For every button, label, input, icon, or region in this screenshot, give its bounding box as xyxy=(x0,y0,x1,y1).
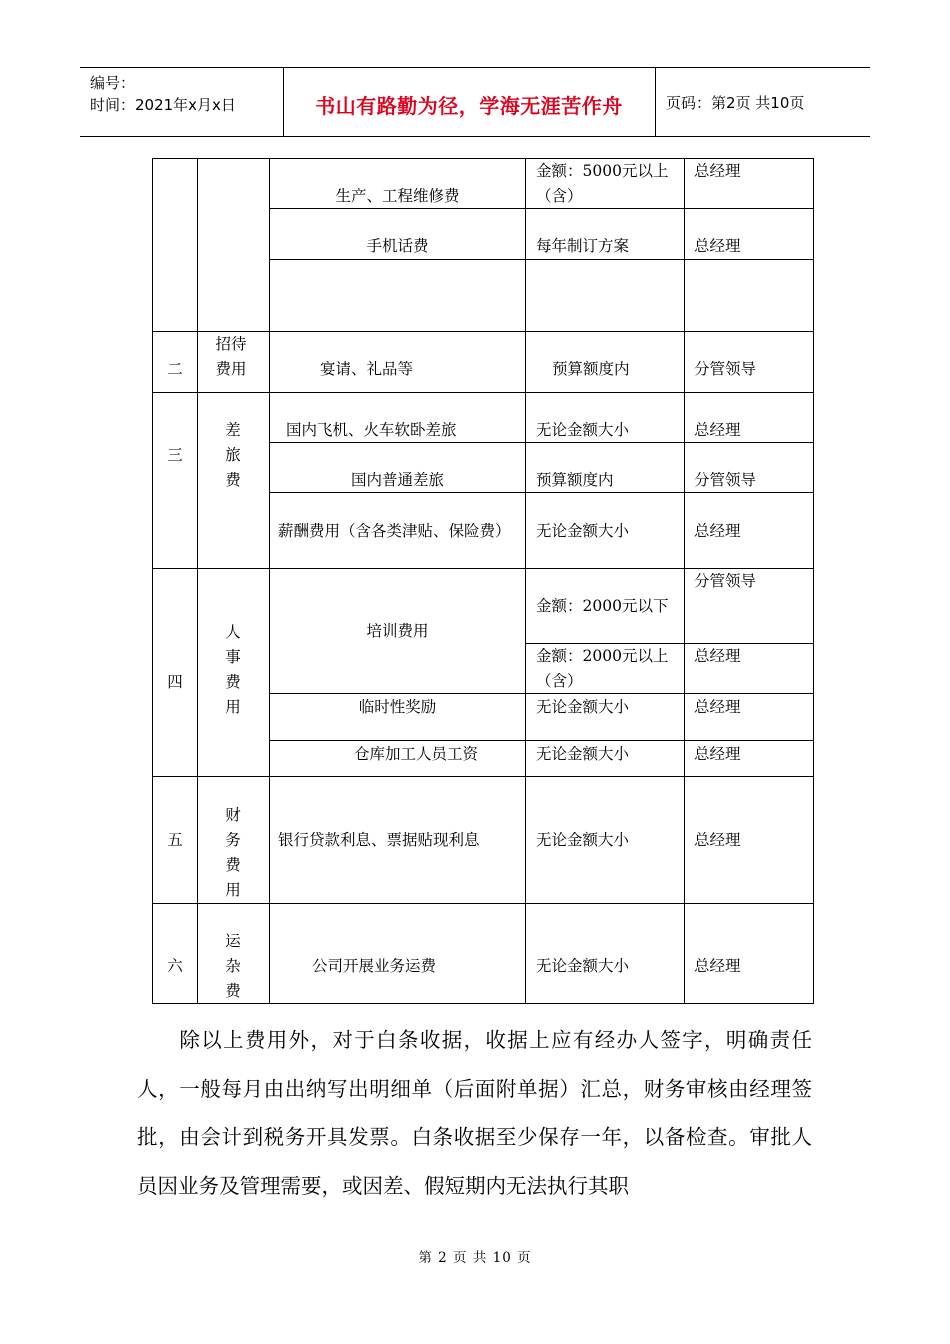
category-cell: 人事费用 xyxy=(225,623,241,716)
limit-cell: 无论金额大小 xyxy=(536,698,630,716)
row-number: 六 xyxy=(167,957,183,975)
expense-approval-table xyxy=(152,158,814,1004)
item-cell: 宴请、礼品等 xyxy=(320,360,414,378)
item-cell: 公司开展业务运费 xyxy=(312,957,437,975)
category-cell: 财务费用 xyxy=(225,806,241,899)
item-cell: 培训费用 xyxy=(366,622,429,640)
approver-cell: 总经理 xyxy=(694,831,741,849)
approver-cell: 总经理 xyxy=(694,162,741,180)
row-number: 五 xyxy=(167,831,183,849)
approver-cell: 总经理 xyxy=(694,647,741,665)
limit-cell: 预算额度内 xyxy=(536,471,614,489)
approver-cell: 总经理 xyxy=(694,698,741,716)
limit-cell: 无论金额大小 xyxy=(536,421,630,439)
limit-cell: 预算额度内 xyxy=(552,360,630,378)
item-cell: 仓库加工人员工资 xyxy=(354,745,479,763)
header-page-info: 页码：第2页 共10页 xyxy=(666,94,805,112)
limit-cell: 无论金额大小 xyxy=(536,957,630,975)
approver-cell: 分管领导 xyxy=(694,572,757,590)
item-cell: 薪酬费用（含各类津贴、保险费） xyxy=(278,522,511,540)
category-cell: 招待费用 xyxy=(215,335,247,378)
approver-cell: 总经理 xyxy=(694,745,741,763)
paragraph-text: 除以上费用外，对于白条收据，收据上应有经办人签字，明确责任人，一般每月由出纳写出明细单（后面附单据）汇总，财务审核由经理签批，由会计到税务开具发票。白条收据至少保存一年，以备检查。审批人员因业务及管理需要，或因差、假短期内无法执行其职 xyxy=(137,1028,812,1198)
body-paragraph xyxy=(137,1016,812,1210)
approver-cell: 分管领导 xyxy=(694,360,757,378)
date-label: 时间：2021年x月x日 xyxy=(90,96,236,114)
item-cell: 手机话费 xyxy=(366,237,429,255)
limit-cell: 金额：2000元以上（含） xyxy=(536,647,669,690)
category-cell: 差旅费 xyxy=(225,421,241,489)
limit-cell: 金额：5000元以上（含） xyxy=(536,162,669,205)
limit-cell: 无论金额大小 xyxy=(536,831,630,849)
item-cell: 生产、工程维修费 xyxy=(335,187,460,205)
header-motto: 书山有路勤为径，学海无涯苦作舟 xyxy=(315,94,623,118)
serial-label: 编号： xyxy=(90,74,136,92)
approver-cell: 总经理 xyxy=(694,421,741,439)
row-number: 二 xyxy=(167,360,183,378)
approver-cell: 总经理 xyxy=(694,237,741,255)
category-cell: 运杂费 xyxy=(225,932,241,1000)
limit-cell: 无论金额大小 xyxy=(536,745,630,763)
approver-cell: 总经理 xyxy=(694,522,741,540)
limit-cell: 无论金额大小 xyxy=(536,522,630,540)
limit-cell: 每年制订方案 xyxy=(536,237,630,255)
item-cell: 银行贷款利息、票据贴现利息 xyxy=(278,831,480,849)
approver-cell: 总经理 xyxy=(694,957,741,975)
row-number: 三 xyxy=(167,446,183,464)
header-divider xyxy=(655,68,656,136)
page-footer: 第 2 页 共 10 页 xyxy=(418,1250,532,1266)
item-cell: 临时性奖励 xyxy=(358,698,437,716)
item-cell: 国内飞机、火车软卧差旅 xyxy=(286,421,457,439)
approver-cell: 分管领导 xyxy=(694,471,757,489)
item-cell: 国内普通差旅 xyxy=(350,471,444,489)
limit-cell: 金额：2000元以下 xyxy=(536,597,669,615)
page-header xyxy=(80,67,870,137)
header-meta xyxy=(90,72,236,116)
row-number: 四 xyxy=(167,673,183,691)
